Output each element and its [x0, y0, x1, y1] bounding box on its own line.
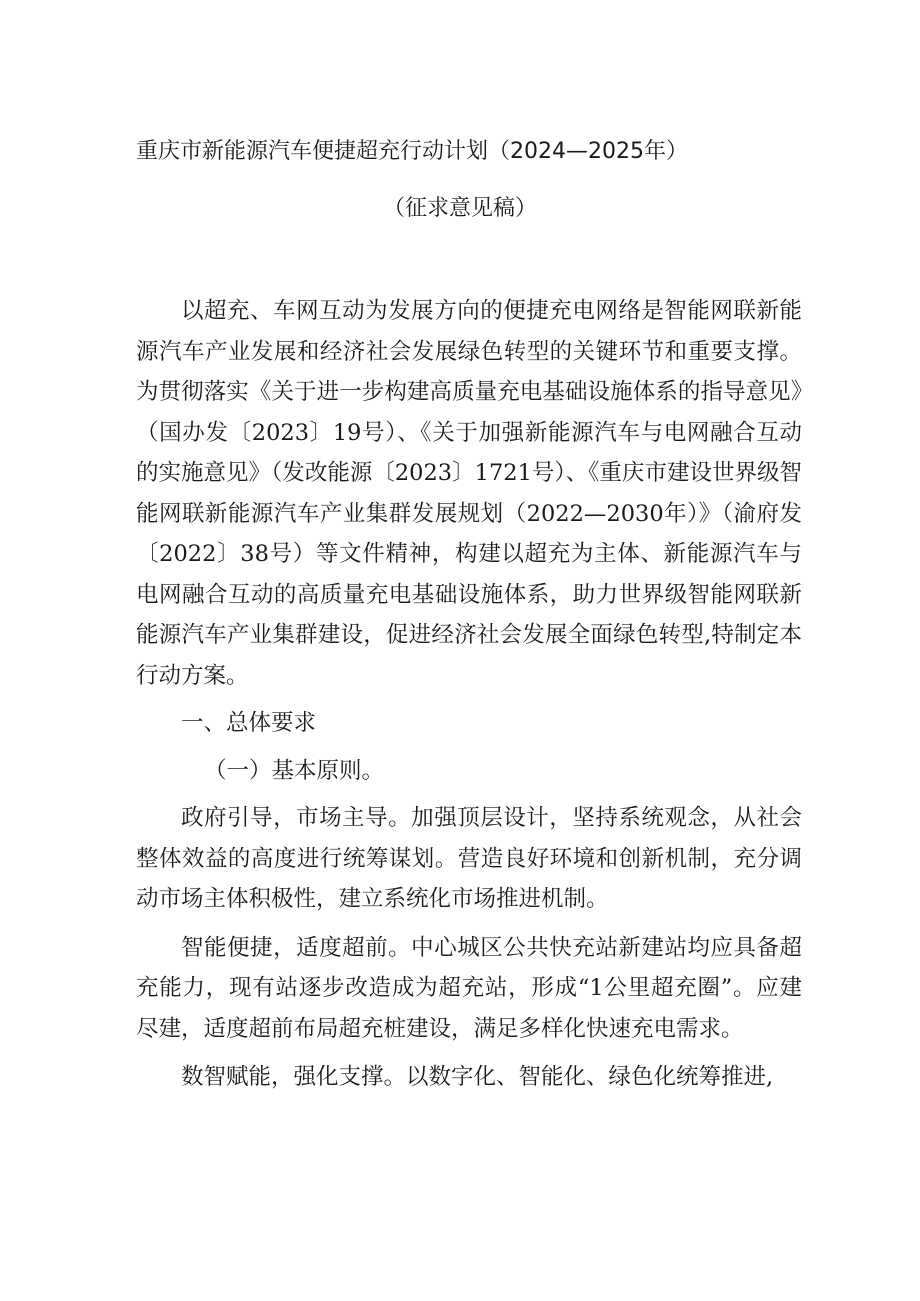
principle-paragraph: 数智赋能，强化支撑。以数字化、智能化、绿色化统筹推进,: [181, 1064, 774, 1090]
section-heading: 一、总体要求: [181, 710, 317, 736]
subsection-heading: （一）基本原则。: [204, 757, 385, 784]
document-title: 重庆市新能源汽车便捷超充行动计划（2024—2025年）: [136, 139, 688, 164]
intro-paragraph: 以超充、车网互动为发展方向的便捷充电网络是智能网联新能源汽车产业发展和经济社会发展绿色转型的关键环节和重要支撑。为贯彻落实《关于进一步构建高质量充电基础设施体系的指导意见》（国办发〔2023〕19号）、《关于加强新能源汽车与电网融合互动的实施意见》（发改能源〔2023〕1721号）、《重庆市建设世界级智能网联新能源汽车产业集群发展规划（2022—2030年）》（渝府发〔2022〕38号）等文件精神，构建以超充为主体、新能源汽车与电网融合互动的高质量充电基础设施体系，助力世界级智能网联新能源汽车产业集群建设，促进经济社会发展全面绿色转型,特制定本行动方案。: [136, 298, 802, 689]
principle-paragraph: 智能便捷，适度超前。中心城区公共快充站新建站均应具备超充能力，现有站逐步改造成为超充站，形成“1公里超充圈”。应建尽建，适度超前布局超充桩建设，满足多样化快速充电需求。: [136, 934, 802, 1042]
document-subtitle: （征求意见稿）: [382, 196, 537, 221]
document-body: [136, 291, 802, 1098]
principle-paragraph: 政府引导，市场主导。加强顶层设计，坚持系统观念，从社会整体效益的高度进行统筹谋划。营造良好环境和创新机制，充分调动市场主体积极性，建立系统化市场推进机制。: [136, 805, 802, 912]
